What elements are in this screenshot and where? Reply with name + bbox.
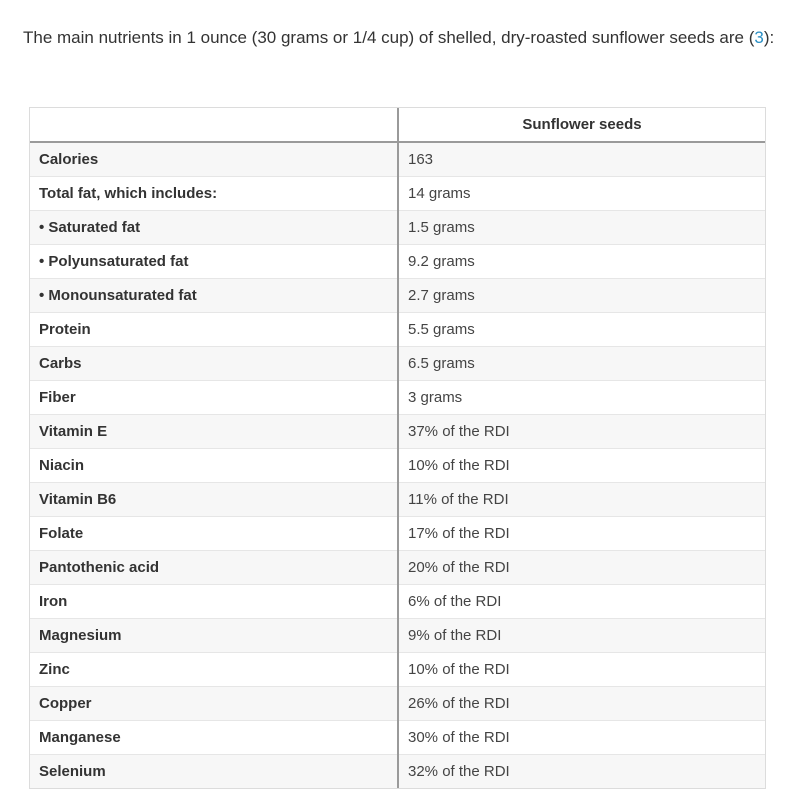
header-nutrient	[30, 108, 398, 142]
nutrient-name-cell: • Polyunsaturated fat	[30, 245, 398, 279]
nutrient-amount-cell: 26% of the RDI	[398, 687, 765, 721]
nutrient-amount-cell: 9.2 grams	[398, 245, 765, 279]
table-row	[30, 585, 765, 619]
nutrient-amount-cell: 6.5 grams	[398, 347, 765, 381]
table-row	[30, 755, 765, 789]
table-row	[30, 347, 765, 381]
nutrient-name-cell: Selenium	[30, 755, 398, 789]
header-sunflower-seeds: Sunflower seeds	[398, 108, 765, 142]
table-row	[30, 619, 765, 653]
nutrient-amount-cell: 14 grams	[398, 177, 765, 211]
table-row	[30, 721, 765, 755]
table-row	[30, 415, 765, 449]
table-row	[30, 653, 765, 687]
nutrient-amount-cell: 2.7 grams	[398, 279, 765, 313]
table-row	[30, 483, 765, 517]
nutrition-table	[30, 108, 765, 788]
table-row	[30, 381, 765, 415]
table-row	[30, 517, 765, 551]
nutrient-name-cell: • Monounsaturated fat	[30, 279, 398, 313]
nutrient-name-cell: Copper	[30, 687, 398, 721]
table-row	[30, 449, 765, 483]
nutrient-name-cell: Manganese	[30, 721, 398, 755]
nutrient-amount-cell: 20% of the RDI	[398, 551, 765, 585]
table-row	[30, 687, 765, 721]
intro-text-end: ):	[763, 28, 775, 47]
nutrient-amount-cell: 32% of the RDI	[398, 755, 765, 789]
nutrient-amount-cell: 9% of the RDI	[398, 619, 765, 653]
citation-link[interactable]: 3	[754, 28, 764, 47]
table-row	[30, 551, 765, 585]
nutrient-name-cell: Magnesium	[30, 619, 398, 653]
table-header-row	[30, 108, 765, 142]
nutrient-amount-cell: 3 grams	[398, 381, 765, 415]
intro-text: The main nutrients in 1 ounce (30 grams or 1/4 cup) of shelled, dry-roasted sunflower seeds are (	[23, 28, 755, 47]
table-row	[30, 211, 765, 245]
nutrient-amount-cell: 6% of the RDI	[398, 585, 765, 619]
nutrient-amount-cell: 30% of the RDI	[398, 721, 765, 755]
nutrient-amount-cell: 11% of the RDI	[398, 483, 765, 517]
intro-paragraph	[23, 24, 783, 52]
nutrient-name-cell: Protein	[30, 313, 398, 347]
table-row	[30, 142, 765, 177]
nutrition-table-container	[29, 107, 766, 789]
nutrient-amount-cell: 37% of the RDI	[398, 415, 765, 449]
nutrient-amount-cell: 10% of the RDI	[398, 449, 765, 483]
nutrient-amount-cell: 10% of the RDI	[398, 653, 765, 687]
nutrient-amount-cell: 1.5 grams	[398, 211, 765, 245]
nutrient-amount-cell: 17% of the RDI	[398, 517, 765, 551]
nutrient-name-cell: Calories	[30, 142, 398, 177]
nutrient-name-cell: Fiber	[30, 381, 398, 415]
nutrient-name-cell: Vitamin E	[30, 415, 398, 449]
nutrient-amount-cell: 163	[398, 142, 765, 177]
nutrient-name-cell: Total fat, which includes:	[30, 177, 398, 211]
nutrient-amount-cell: 5.5 grams	[398, 313, 765, 347]
table-row	[30, 177, 765, 211]
table-row	[30, 279, 765, 313]
nutrient-name-cell: • Saturated fat	[30, 211, 398, 245]
nutrient-name-cell: Folate	[30, 517, 398, 551]
table-row	[30, 313, 765, 347]
nutrient-name-cell: Niacin	[30, 449, 398, 483]
nutrient-name-cell: Iron	[30, 585, 398, 619]
nutrient-name-cell: Vitamin B6	[30, 483, 398, 517]
nutrient-name-cell: Carbs	[30, 347, 398, 381]
nutrient-name-cell: Zinc	[30, 653, 398, 687]
table-row	[30, 245, 765, 279]
nutrient-name-cell: Pantothenic acid	[30, 551, 398, 585]
